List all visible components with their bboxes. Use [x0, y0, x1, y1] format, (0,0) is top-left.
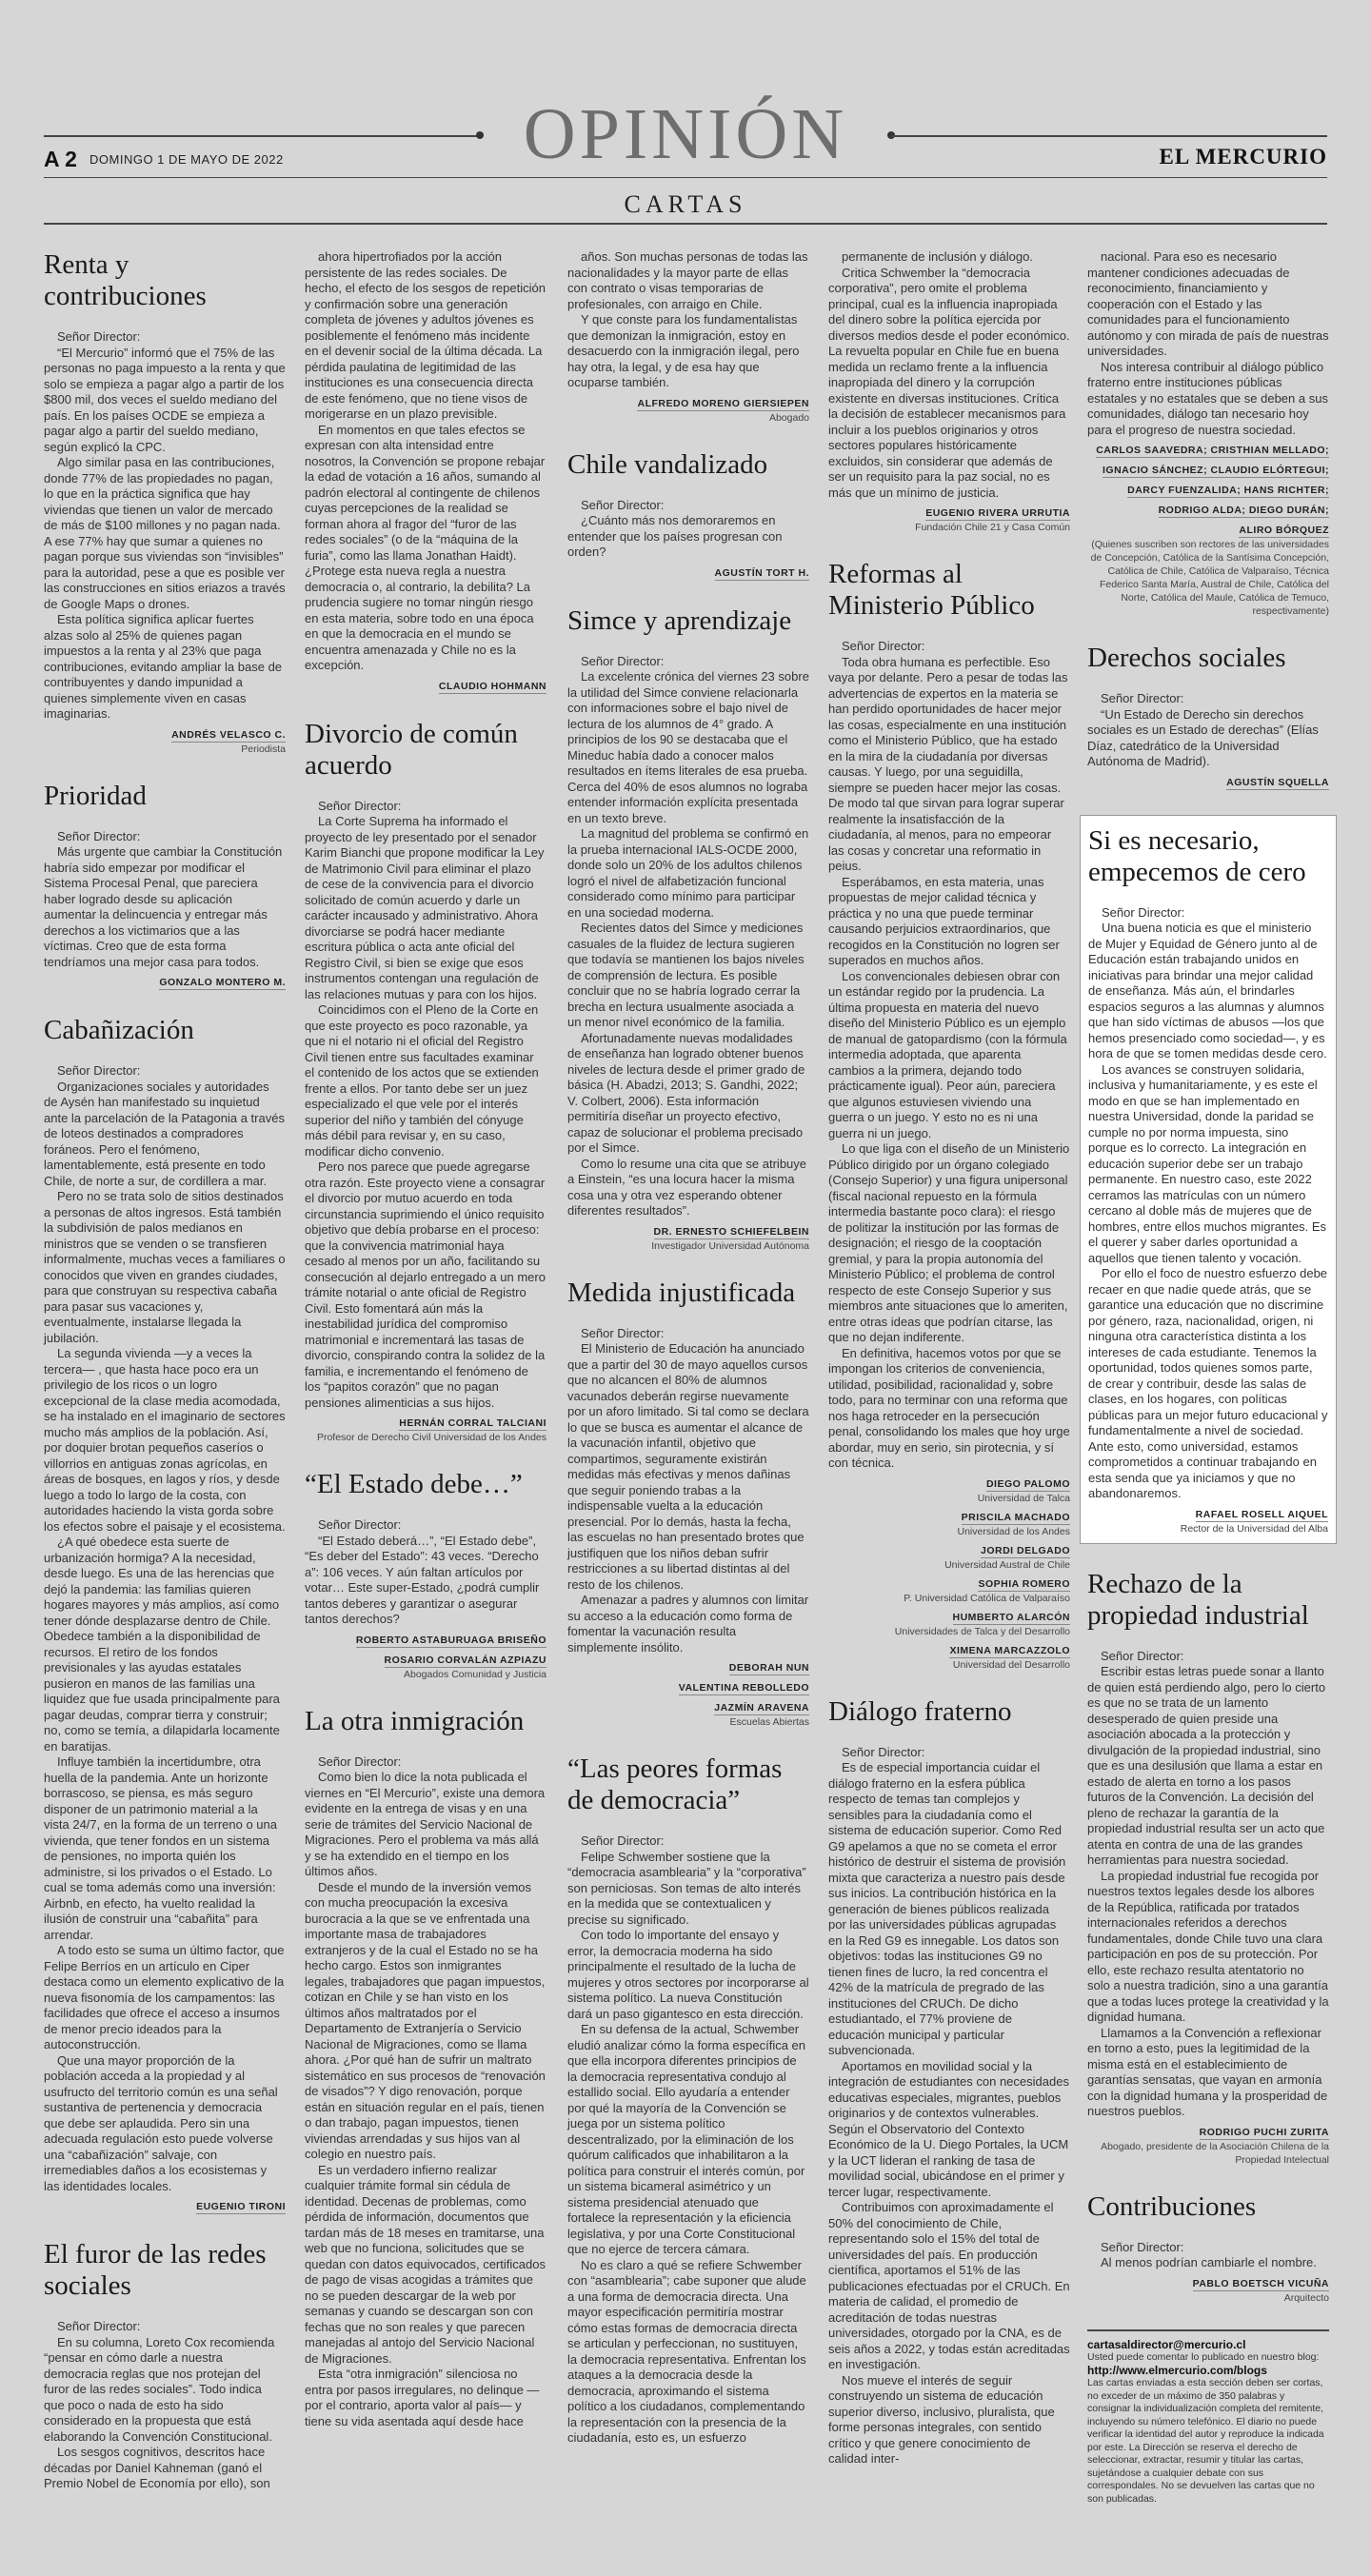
letter-title: Divorcio de común acuerdo — [305, 718, 518, 781]
letter-paragraph: Llamamos a la Convención a reflexionar en torno a esto, pues la legitimidad de la misma está en el establecimiento de garantías sensatas, que vayan en armonía con la dignidad humana y la prosperidad de nuestros pueblos. — [1087, 2025, 1328, 2118]
letter-paragraph: Pero no se trata solo de sitios destinados a personas de altos ingresos. Está también la subdivisión de palos medianos en ministros que se venden o se transfieren informalmente, muchas veces a familiares o conocidos que viven en grandes ciudades, para que construyan su respectiva cabaña para pasar sus vacaciones y, eventualmente, instalarse llegada la jubilación. — [44, 1189, 286, 1345]
letter — [567, 249, 809, 425]
letter — [44, 249, 286, 756]
column-5 — [1087, 249, 1329, 2506]
letter-signature — [828, 1511, 1070, 1538]
letter-signature — [828, 1477, 1070, 1505]
signer-role: Universidades de Talca y del Desarrollo — [894, 1625, 1070, 1637]
letter-title: Si es necesario, empecemos de cero — [1088, 824, 1306, 887]
letter-paragraph: Los sesgos cognitivos, descritos hace décadas por Daniel Kahneman (ganó el Premio Nobel de Economía por ello), son — [44, 2445, 270, 2490]
letter-paragraph: Esperábamos, en esta materia, unas propuestas de mejor calidad técnica y práctica y no una que puede terminar causando perjuicios extraordinarios, que recogidos en la Constitución no logren ser superados en muchos años. — [828, 874, 1060, 967]
signer-role: Universidad de los Andes — [957, 1525, 1070, 1537]
letter-paragraph: Contribuimos con aproximadamente el 50% del conocimiento de Chile, representando solo el 15% del total de universidades del país. En producción científica, aportamos el 51% de las publicaciones efectuadas por el CRUCh. En materia de calidad, el promedio de acreditación de todas nuestras universidades, otorgado por la CNA, es de seis años a 2022, y todas están acreditadas en investigación. — [828, 2200, 1070, 2371]
signer-role: Universidad del Desarrollo — [952, 1658, 1070, 1671]
footer-note-blog: Usted puede comentar lo publicado en nuestro blog: — [1087, 2351, 1320, 2363]
signer-name: CARLOS SAAVEDRA; CRISTHIAN MELLADO; — [1096, 445, 1329, 456]
letter-signature — [828, 506, 1070, 534]
signer-name: ROSARIO CORVALÁN AZPIAZU — [384, 1654, 546, 1666]
letter-paragraph: “El Mercurio” informó que el 75% de las personas no paga impuesto a la renta y que solo se empieza a pagar algo a partir de los $800 mil, dos veces el sueldo mediano del país. En los países OCDE se empieza a pagar algo a partir del sueldo mediano, según explicó la CPC. — [44, 345, 286, 454]
letter-paragraph: Por ello el foco de nuestro esfuerzo debe recaer en que nadie quede atrás, que se garantice una educación que no discrimine por género, raza, nacionalidad, origen, ni ninguna otra característica distinta a los intereses de cada estudiante. Tenemos la oportunidad, todos quienes somos parte, de crear y contribuir, desde las salas de clases, en los hogares, con políticas públicas para un mejor futuro educacional y fundamentalmente a nivel de sociedad. Ante esto, como universidad, estamos comprometidos a continuar trabajando en esta senda que ya iniciamos y que no abandonaremos. — [1088, 1266, 1328, 1500]
letter-salutation: Señor Director: — [581, 1833, 665, 1848]
letter-title: Cabañización — [44, 1015, 194, 1045]
letter-paragraph: La excelente crónica del viernes 23 sobre la utilidad del Simce conviene relacionarla con informaciones sobre el bajo nivel de lectura de los alumnos de 4° grado. A principios de los 90 se destacaba que el Mineduc había dado a conocer malos resultados en ítems literales de esa prueba. Cerca del 40% de esos alumnos no lograba entender información explícita presentada en un texto breve. — [567, 669, 809, 825]
letter — [567, 1278, 809, 1730]
letter-signature — [305, 680, 546, 694]
letter-signature — [567, 1701, 809, 1729]
subsection-title: CARTAS — [624, 190, 747, 218]
signer-role: Profesor de Derecho Civil Universidad de los Andes — [316, 1432, 546, 1443]
letter-salutation: Señor Director: — [57, 329, 141, 344]
letter — [567, 449, 809, 581]
letter-title: “Las peores formas de democracia” — [567, 1754, 783, 1815]
letter-paragraph: En momentos en que tales efectos se expresan con alta intensidad entre nosotros, la Convención se propone rebajar la edad de votación a 16 años, sumando al padrón electoral al contingente de chilenos cuyas percepciones de la realidad se forman ahora al fragor del “furor de las redes sociales” (o de la “máquina de la furia”, como las llama Jonathan Haidt). ¿Protege esta nueva regla a nuestra democracia o, al contrario, la debilita? La prudencia sugiere no tomar ningún riesgo en esta materia, sobre todo en una época en que la democracia en el mundo se encuentra amenazada y Chile no es la excepción. — [305, 422, 546, 672]
signer-name: JAZMÍN ARAVENA — [714, 1702, 809, 1714]
letter-signature — [1087, 444, 1329, 458]
letter-salutation: Señor Director: — [1101, 2239, 1184, 2254]
letter — [44, 2239, 286, 2492]
signer-name: AGUSTÍN SQUELLA — [1226, 776, 1329, 788]
signer-name: PRISCILA MACHADO — [961, 1511, 1070, 1523]
featured-letter — [1080, 815, 1337, 1544]
signer-role: Periodista — [241, 743, 286, 755]
letter-signature — [44, 728, 286, 756]
page-date: DOMINGO 1 DE MAYO DE 2022 — [89, 152, 284, 167]
letter-title: Derechos sociales — [1087, 643, 1286, 673]
letter-signature — [1087, 2277, 1329, 2305]
signer-role: P. Universidad Católica de Valparaíso — [904, 1592, 1070, 1604]
letter-signature — [1087, 464, 1329, 478]
letter-signature — [828, 1577, 1070, 1605]
signer-role: Universidad Austral de Chile — [944, 1558, 1070, 1571]
letter-title: Prioridad — [44, 780, 147, 811]
footer-email: cartasaldirector@mercurio.cl — [1087, 2337, 1246, 2351]
letter-salutation: Señor Director: — [1102, 904, 1185, 920]
letter-title: El furor de las redes sociales — [44, 2239, 267, 2301]
letter-salutation: Señor Director: — [318, 798, 402, 813]
signer-role: Rector de la Universidad del Alba — [1180, 1522, 1328, 1535]
letter-paragraph: Nos mueve el interés de seguir construyendo un sistema de educación superior diverso, inclusivo, pluralista, que forme personas integrales, con sentido crítico y que genere conocimiento de calidad inter- — [828, 2372, 1055, 2466]
letter-paragraph: Amenazar a padres y alumnos con limitar su acceso a la educación como forma de fomentar la vacunación resulta simplemente insólito. — [567, 1593, 809, 1655]
letter-title: Chile vandalizado — [567, 448, 768, 480]
signer-name: AGUSTÍN TORT H. — [714, 566, 809, 579]
letter-signature — [828, 1644, 1070, 1672]
signer-name: ALFREDO MORENO GIERSIEPEN — [637, 397, 809, 409]
letter-paragraph: Pero nos parece que puede agregarse otra razón. Este proyecto viene a consagrar el divorcio por mutuo acuerdo en toda circunstancia suprimiendo el único requisito objetivo que debía probarse en el proceso: que la convivencia matrimonial haya cesado al menos por un año, facilitando su consecución al dejarlo entregado a un mero trámite notarial o ante oficial de Registro Civil. Esto fomentará aún más la inestabilidad jurídica del compromiso matrimonial e incrementará las tasas de divorcio, conspirando contra la solidez de la familia, e incrementando el fenómeno de los “papitos corazón” que no pagan pensiones alimenticias a sus hijos. — [305, 1159, 546, 1410]
letter-signature — [567, 1661, 809, 1675]
signer-name: XIMENA MARCAZZOLO — [949, 1644, 1070, 1656]
letter — [828, 1696, 1070, 2467]
letter — [828, 249, 1070, 534]
letter-salutation: Señor Director: — [57, 1063, 141, 1078]
signer-name: HUMBERTO ALARCÓN — [952, 1611, 1070, 1623]
letter — [305, 1706, 546, 2430]
signer-role: Abogado — [768, 411, 809, 424]
letter-signature — [1087, 776, 1329, 790]
signer-role: Arquitecto — [1283, 2291, 1329, 2304]
letter-title: Renta y contribuciones — [44, 249, 207, 311]
letter-paragraph: Coincidimos con el Pleno de la Corte en que este proyecto es poco razonable, ya que ni el notario ni el oficial del Registro Civil tienen entre sus facultades examinar el contenido de los actos que se extienden frente a ellos. Por tanto debe ser un juez especializado el que vele por el interés superior del niño y también del cónyuge más débil para revisar y, en su caso, modificar dicho convenio. — [305, 1002, 539, 1159]
letter-paragraph: Nos interesa contribuir al diálogo público fraterno entre instituciones públicas estatales y no estatales que se deben a sus comunidades, diálogo tan necesario hoy para el progreso de nuestra sociedad. — [1087, 359, 1328, 437]
signer-role: Abogado, presidente de la Asociación Chilena de la Propiedad Intelectual — [1101, 2140, 1329, 2166]
letter-paragraph: Felipe Schwember sostiene que la “democracia asamblearia” y la “corporativa” son perniciosas. Son temas de alto interés en la medida que se contextualicen y precise su significado. — [567, 1849, 806, 1927]
signer-name: DARCY FUENZALIDA; HANS RICHTER; — [1127, 485, 1329, 496]
letter-paragraph: ¿Cuánto más nos demoraremos en entender que los países progresan con orden? — [567, 513, 783, 559]
letter-salutation: Señor Director: — [318, 1754, 402, 1769]
letter — [1087, 1569, 1329, 2167]
letter-paragraph: Esta política significa aplicar fuertes alzas solo al 25% de quienes pagan impuestos a la renta y al 23% que paga contribuciones, evitando ampliar la base de contribuyentes y dando impunidad a quienes simplemente viven en casas imaginarias. — [44, 612, 283, 721]
letter-paragraph: años. Son muchas personas de todas las nacionalidades y la mayor parte de ellas con contrato o visas temporarias de profesionales, con arraigo en Chile. — [567, 249, 808, 311]
column-2 — [305, 249, 546, 2454]
signer-name: EUGENIO RIVERA URRUTIA — [925, 507, 1070, 519]
letter-salutation: Señor Director: — [581, 497, 665, 512]
column-4 — [828, 249, 1070, 2492]
letter-signature — [44, 2200, 286, 2214]
footer-note-rules: Las cartas enviadas a esta sección deben ser cortas, no exceder de un máximo de 350 palabras y consignar la individualización completa del remitente, incluyendo su número telefónico. El diario no puede verificar la identidad del autor y reproduce la indicada por este. La Dirección se reserva el derecho de seleccionar, extractar, resumir y titular las cartas, sujetándose a cualquier debate con sus correspondales. No se devuelven las cartas que no son publicadas. — [1087, 2377, 1324, 2505]
letter-salutation: Señor Director: — [842, 1744, 925, 1759]
signer-name: EUGENIO TIRONI — [196, 2201, 286, 2212]
letter-paragraph: La segunda vivienda —y a veces la tercera— , que hasta hace poco era un privilegio de los ricos o un logro excepcional de la clase media acomodada, se ha instalado en el imaginario de sectores mucho más amplios de la población. Así, por doquier brotan pequeños caseríos o villorrios en antiguas zonas agrícolas, en áreas de bosques, en lagos y ríos, y desde luego a todo lo largo de la costa, con autoridades haciendo la vista gorda sobre los efectos sobre el paisaje y el ecosistema. — [44, 1346, 286, 1534]
letter — [1087, 2191, 1329, 2305]
letter-paragraph: Aportamos en movilidad social y la integración de estudiantes con necesidades educativas especiales, migrantes, pueblos originarios y de contextos vulnerables. Según el Observatorio del Contexto Económico de la U. Diego Portales, la UCM y la UCT lideran el ranking de tasa de movilidad social, ubicándose en el primer y tercer lugar, respectivamente. — [828, 2058, 1069, 2199]
letter-title: “El Estado debe…” — [305, 1469, 523, 1499]
letter-signature — [44, 976, 286, 990]
letter-salutation: Señor Director: — [581, 653, 665, 668]
signer-name: ANDRÉS VELASCO C. — [171, 728, 286, 741]
column-3 — [567, 249, 809, 2471]
letter-signature — [1087, 2126, 1329, 2167]
signer-role: Escuelas Abiertas — [729, 1716, 809, 1728]
letter-signature — [828, 1544, 1070, 1572]
signer-name: DIEGO PALOMO — [985, 1477, 1070, 1490]
letter-signature — [567, 1225, 809, 1253]
letter — [305, 249, 546, 694]
letter — [44, 781, 286, 991]
footer-blog-link: http://www.elmercurio.com/blogs — [1087, 2363, 1267, 2377]
letter-paragraph: “Un Estado de Derecho sin derechos sociales es un Estado de derechas” (Elías Díaz, catedrático de la Universidad Autónoma de Madrid). — [1087, 706, 1319, 768]
letter-paragraph: Desde el mundo de la inversión vemos con mucha preocupación la excesiva burocracia a la que se ve enfrentada una importante masa de trabajadores extranjeros y de la cual el Estado no se ha hecho cargo. Estos son inmigrantes legales, trabajadores que pagan impuestos, cotizan en Chile y se han visto en los últimos años maltratados por el Departamento de Extranjería o Servicio Nacional de Migraciones, como se llama ahora. ¿Por qué han de sufrir un maltrato sistemático en sus procesos de “renovación de visados”? Y digo renovación, porque están en situación regular en el país, tienen o dan trabajo, pagan impuestos, tienen viviendas arrendadas y sus hijos van al colegio en nuestro país. — [305, 1879, 546, 2161]
letter — [567, 605, 809, 1253]
letter-title: Medida injustificada — [567, 1277, 796, 1308]
letter-signature — [305, 1634, 546, 1648]
letter-paragraph: Y que conste para los fundamentalistas que demonizan la inmigración, estoy en desacuerdo con la inmigración ilegal, pero hay otra, la legal, y de esa hay que ocuparse también. — [567, 312, 800, 389]
letter-paragraph: “El Estado deberá…”, “El Estado debe”, “Es deber del Estado”: 43 veces. “Derecho a”: 106 veces. Y aún faltan artículos por votar… Este super-Estado, ¿podrá cumplir tantos deberes y garantizar o asegurar tantos derechos? — [305, 1533, 540, 1626]
signer-role: Abogados Comunidad y Justicia — [403, 1668, 546, 1680]
signer-role: Fundación Chile 21 y Casa Común — [915, 522, 1070, 533]
newspaper-brand: EL MERCURIO — [1159, 145, 1327, 168]
letter-salutation: Señor Director: — [57, 828, 141, 843]
signer-name: RODRIGO PUCHI ZURITA — [1199, 2126, 1329, 2138]
signer-name: DR. ERNESTO SCHIEFELBEIN — [653, 1225, 809, 1238]
letter-paragraph: ahora hipertrofiados por la acción persistente de las redes sociales. De hecho, el efecto de los sesgos de repetición y confirmación sobre una generación completa de jóvenes y adultos jóvenes es posiblemente el fenómeno más incidente en el devenir social de la última década. La pérdida paulatina de legitimidad de las instituciones es una consecuencia directa de este fenómeno, que no tiene visos de morigerarse en un plazo previsible. — [305, 249, 546, 421]
section-title: OPINIÓN — [523, 94, 848, 174]
letter-paragraph: Escribir estas letras puede sonar a llanto de quien está perdiendo algo, pero lo cierto es que no se trata de un lamento desesperado de quien preside una asociación abocada a la protección y divulgación de la propiedad industrial, sino que es una desilusión que llama a estar en estado de alerta en torno a los pasos futuros de la Convención. La decisión del pleno de rechazar la garantía de la propiedad industrial resulta ser un acto que atenta en contra de una de las grandes herramientas para nuestra sociedad. — [1087, 1664, 1326, 1867]
letter-salutation: Señor Director: — [581, 1325, 665, 1340]
masthead-rule-bottom — [44, 223, 1327, 225]
signer-name: ALIRO BÓRQUEZ — [1239, 525, 1329, 536]
signer-name: IGNACIO SÁNCHEZ; CLAUDIO ELÓRTEGUI; — [1103, 465, 1329, 476]
letter-salutation: Señor Director: — [57, 2319, 141, 2333]
signer-name: GONZALO MONTERO M. — [159, 977, 286, 988]
letter-paragraph: No es claro a qué se refiere Schwember con “asamblearia”; cabe suponer que alude a una forma de democracia directa. Una mayor especificación permitiría mostrar cómo estas formas de democracia directa se articulan y perfeccionan, no sustituyen, la democracia representativa. Enfrentan los ataques a la democracia desde la democracia, aproximando el sistema político a los ciudadanos, complementando la representación con la presencia de la ciudadanía, esto es, un esfuerzo — [567, 2257, 806, 2445]
letter-signature — [567, 566, 809, 581]
signer-name: HERNÁN CORRAL TALCIANI — [399, 1417, 546, 1429]
letter-paragraph: permanente de inclusión y diálogo. — [842, 249, 1033, 264]
signer-name: RODRIGO ALDA; DIEGO DURÁN; — [1158, 505, 1329, 516]
letter-signature — [828, 1611, 1070, 1638]
letter-paragraph: Toda obra humana es perfectible. Eso vaya por delante. Pero a pesar de todas las advertencias de expertos en la materia se han perdido oportunidades de hacer mejor las cosas, especialmente en una institución como el Ministerio Público, que ha estado en la mira de la ciudadanía por diversas causas. Y luego, por una seguidilla, siempre se pueden hacer mejor las cosas. De modo tal que sirvan para lograr superar realmente la insatisfacción de la ciudadanía, al menos, para no empeorar las cosas y concretar una reformatio in peius. — [828, 654, 1068, 873]
letter-signature — [1087, 504, 1329, 518]
letter-title: Diálogo fraterno — [828, 1695, 1012, 1727]
letter-title: Contribuciones — [1087, 2190, 1257, 2222]
letter-paragraph: Esta “otra inmigración” silenciosa no entra por pasos irregulares, no delinque —por el contrario, aporta valor al país— y tiene su vida asentada aquí desde hace — [305, 2367, 540, 2428]
letter-signature — [1087, 484, 1329, 498]
letter-salutation: Señor Director: — [1101, 1648, 1184, 1663]
signer-name: JORDI DELGADO — [980, 1544, 1070, 1556]
letter-signature — [305, 1654, 546, 1681]
page-number: A 2 — [44, 147, 77, 171]
letter-paragraph: Afortunadamente nuevas modalidades de enseñanza han logrado obtener buenos niveles de lectura desde el primer grado de básica (H. Abadzi, 2013; S. Gandhi, 2022; V. Colbert, 2006). Esta información permitiría diseñar un proyecto efectivo, capaz de solucionar el problema precisado por el Simce. — [567, 1030, 805, 1155]
letter-salutation: Señor Director: — [1101, 691, 1184, 705]
signer-name: PABLO BOETSCH VICUÑA — [1192, 2277, 1329, 2289]
letters-footer — [1087, 2329, 1329, 2507]
letter-paragraph: Lo que liga con el diseño de un Ministerio Público dirigido por un órgano colegiado (Consejo Superior) y una figura unipersonal (fiscal nacional repuesto en la fórmula intermedia bastante poco clara): el riesgo de politizar la institución por las formas de designación; el riesgo de la cooptación gremial, y para la propia autonomía del Ministerio Público; el problema de control respecto de este Consejo Superior y sus miembros ante situaciones que lo ameriten, entre otras ideas que podrían citarse, las que no dejan indiferente. — [828, 1141, 1070, 1344]
letter — [1087, 643, 1329, 790]
letter-paragraph: ¿A qué obedece esta suerte de urbanización hormiga? A la necesidad, desde luego. Es una de las herencias que dejó la pandemia: las familias quieren hogares mayores y más amplios, así como tener dónde desplazarse dentro de Chile. Obedece también a la disponibilidad de recursos. El retiro de los fondos previsionales y las ayudas estatales pusieron en manos de las familias una liquidez que fue usada principalmente para pagar deudas, comprar tierra y construir; no, como se temía, a dilapidarla locamente en baratijas. — [44, 1535, 280, 1754]
signer-role: (Quienes suscriben son rectores de las universidades de Concepción, Católica de la Santísima Concepción, Católica de Chile, Católica de Valparaíso, Técnica Federico Santa María, Austral de Chile, Católica del Norte, Católica del Maule, Católica de Temuco, respectivamente) — [1090, 539, 1329, 617]
signer-role: Investigador Universidad Autónoma — [651, 1239, 809, 1252]
letter — [305, 719, 546, 1445]
letter-signature — [1088, 1508, 1328, 1536]
signer-name: ROBERTO ASTABURUAGA BRISEÑO — [355, 1634, 546, 1646]
masthead-rule-mid — [44, 177, 1327, 178]
letter-paragraph: Algo similar pasa en las contribuciones, donde 77% de las propiedades no pagan, lo que en la práctica significa que hay viviendas que tienen un valor de mercado de más de $100 millones y no pagan nada. A ese 77% hay que sumar a quienes no pagan porque sus viviendas son “invisibles” para la autoridad, pese a que es posible ver las construcciones en sitios eriazos a través de Google Maps o drones. — [44, 455, 286, 611]
letter-paragraph: Una buena noticia es que el ministerio de Mujer y Equidad de Género junto al de Educación están trabajando unidos en iniciativas para brindar una mejor calidad de enseñanza. Más aún, el brindarles espacios seguros a las alumnas y alumnos que han sido víctimas de abusos —los que hemos presenciado como sociedad—, y es hora de que se tomen medidas desde cero. — [1088, 921, 1327, 1060]
letter-paragraph: Con todo lo importante del ensayo y error, la democracia moderna ha sido principalmente el resultado de la lucha de mujeres y otros sectores por incorporarse al sistema político. La nueva Constitución dará un paso gigantesco en esta dirección. — [567, 1928, 809, 2021]
signer-role: Universidad de Talca — [977, 1492, 1070, 1504]
letter-paragraph: Es un verdadero infierno realizar cualquier trámite formal sin cédula de identidad. Decenas de problemas, como pérdida de información, documentos que tardan más de 18 meses en tramitarse, una web que no funciona, solicitudes que se quedan con datos equivocados, certificados de pago de visas acogidas a trámites que no se pueden descargar de la web por semanas y cuando se descargan son con fechas que no son reales y que parecen manejadas al antojo del Servicio Nacional de Migraciones. — [305, 2162, 546, 2366]
letter-paragraph: La Corte Suprema ha informado el proyecto de ley presentado por el senador Karim Bianchi que propone modificar la Ley de Matrimonio Civil para eliminar el plazo de cese de la convivencia para el divorcio solicitado de común acuerdo y darle un carácter incausado y administrativo. Ahora divorciarse se podrá hacer mediante escritura pública o acta ante oficial del Registro Civil, si bien se exige que esos instrumentos contengan una regulación de las relaciones mutuas y para con los hijos. — [305, 814, 545, 1001]
letter-paragraph: Los avances se construyen solidaria, inclusiva y humanitariamente, y es este el modo en que se han implementado en nuestra Universidad, donde la paridad se cumple no por norma impuesta, sino porque es lo correcto. La integración en educación superior debe ser un trabajo permanente. En nuestro caso, este 2022 cerramos las matrículas con un número cercano al doble más de mujeres que de hombres, entre ellos muchos migrantes. Es el querer y saber darles oportunidad a aquellos que tienen talento y vocación. — [1088, 1061, 1326, 1265]
letter — [1087, 249, 1329, 618]
signer-name: CLAUDIO HOHMANN — [438, 680, 546, 692]
letter — [828, 559, 1070, 1672]
letter-signature — [305, 1417, 546, 1444]
letter-salutation: Señor Director: — [842, 639, 925, 653]
letter-paragraph: A todo esto se suma un último factor, que Felipe Berríos en un artículo en Ciper destaca como un elemento explicativo de la nueva fisonomía de los campamentos: las facilidades que ofrece el acceso a insumos de menor precio ideados para la autoconstrucción. — [44, 1943, 285, 2051]
letter-paragraph: Recientes datos del Simce y mediciones casuales de la fluidez de lectura sugieren que todavía se mantienen los bajos niveles de comprensión de lectura. Es posible concluir que no se habría logrado cerrar la brecha en lectura usualmente asociada a un menor nivel económico de la familia. — [567, 921, 805, 1029]
signer-name: RAFAEL ROSELL AIQUEL — [1195, 1508, 1328, 1520]
letter-paragraph: El Ministerio de Educación ha anunciado que a partir del 30 de mayo aquellos cursos que no alcancen el 80% de alumnos vacunados deberán regirse nuevamente por un aforo limitado. Si tal como se declara lo que se busca es aumentar el alcance de la vacunación infantil, objetivo que compartimos, seguramente existirán medidas más efectivas y menos dañinas que seguir poniendo trabas a la indispensable vuelta a la educación presencial. Por lo demás, hasta la fecha, las escuelas no han presentado brotes que justifiquen que los niños deban sufrir restricciones a su libertad distintas al del resto de los chilenos. — [567, 1341, 809, 1592]
letter-paragraph: Que una mayor proporción de la población acceda a la propiedad y al usufructo del territorio común es una señal sustantiva de pertenencia y democracia que debe ser aplaudida. Pero sin una adecuada regulación esto puede volverse una “cabañización” salvaje, con irremediables daños a los ecosistemas y las identidades locales. — [44, 2052, 278, 2193]
letter-paragraph: Influye también la incertidumbre, otra huella de la pandemia. Ante un horizonte borrascoso, se piensa, es más seguro disponer de un patrimonio material a la vista 24/7, en la forma de un terreno o una vivienda, que tener fondos en un sistema de pensiones, no importa quién los administre, si los privados o el Estado. Lo cual se toma además como una inversión: Airbnb, en efecto, ha vuelto realidad la ilusión de construir una “cabañita” para arrendar. — [44, 1754, 277, 1942]
signer-name: DEBORAH NUN — [728, 1662, 809, 1674]
letter — [44, 1015, 286, 2214]
letter-paragraph: Es de especial importancia cuidar el diálogo fraterno en la esfera pública respecto de temas tan complejos y sensibles para la ciudadanía como el sistema de educación superior. Como Red G9 apelamos a que no se cometa el error histórico de destruir el sistema de provisión mixta que caracteriza a nuestro país desde sus inicios. La contribución histórica en la generación de bienes públicos realizada por las universidades públicas agrupadas en la Red G9 es innegable. Los datos son objetivos: todas las instituciones G9 no tienen fines de lucro, la red concentra el 42% de la matrícula de pregrado de las instituciones del CRUCh. De dicho estudiantado, el 77% proviene de educación municipal y particular subvencionada. — [828, 1760, 1066, 2057]
letter-paragraph: Como bien lo dice la nota publicada el viernes en “El Mercurio”, existe una demora evidente en la entrega de visas y en una serie de trámites del Servicio Nacional de Migraciones. Pero el problema va más allá y se ha extendido en el tiempo en los últimos años. — [305, 1770, 546, 1878]
signer-name: SOPHIA ROMERO — [978, 1577, 1070, 1590]
letter-title: Rechazo de la propiedad industrial — [1087, 1568, 1309, 1631]
letter-paragraph: La magnitud del problema se confirmó en la prueba internacional IALS-OCDE 2000, donde solo un 20% de los adultos chilenos logró el nivel de alfabetización funcional considerado como mínimo para participar en una sociedad moderna. — [567, 826, 809, 920]
letter-signature — [567, 397, 809, 425]
masthead — [0, 0, 1371, 228]
letter-title: Simce y aprendizaje — [567, 604, 792, 636]
letter-paragraph: En su columna, Loreto Cox recomienda “pensar en cómo darle a nuestra democracia reglas que nos protejan del furor de las redes sociales”. Todo indica que poco o nada de esto ha sido considerado en la propuesta que está elaborando la Convención Constitucional. — [44, 2334, 275, 2444]
column-1 — [44, 249, 286, 2517]
letter — [305, 1469, 546, 1681]
letter-paragraph: Los convencionales debiesen obrar con un estándar regido por la prudencia. La última propuesta en materia del nuevo diseño del Ministerio Público es un ejemplo de manual de gatopardismo (con la fórmula intermedia adoptada, que aparenta cambios a la primera, dejando todo prácticamente igual). Peor aún, pareciera que algunos estuviesen viviendo una guerra o un juego. Y esto no es ni una guerra ni un juego. — [828, 968, 1067, 1140]
letter-paragraph: En definitiva, hacemos votos por que se impongan los criterios de conveniencia, utilidad, posibilidad, racionalidad y, sobre todo, para no terminar con una reforma que nos haga retroceder en la persecución penal, consolidando los males que hoy urge abordar, muy en serio, sin pirotecnia, y sí con técnica. — [828, 1345, 1070, 1470]
letter-paragraph: Como lo resume una cita que se atribuye a Einstein, “es una locura hacer la misma cosa una y otra vez esperando obtener diferentes resultados”. — [567, 1156, 807, 1218]
letter-paragraph: Al menos podrían cambiarle el nombre. — [1101, 2255, 1317, 2269]
letter-title: La otra inmigración — [305, 1705, 525, 1736]
letter-paragraph: Critica Schwember la “democracia corporativa”, pero omite el problema principal, cual es la influencia inapropiada del dinero sobre la política ejercida por diversos medios desde el poder económico. La revuelta popular en Chile fue en buena medida un reclamo frente a la influencia inapropiada del dinero y la corrupción existente en diversas instituciones. Crítica la decisión de establecer mecanismos para incluir a los pueblos originarios y otros sectores populares históricamente excluidos, sin considerar que además de ser un requisito para la paz social, no es más que un mínimo de justicia. — [828, 265, 1070, 500]
letter-paragraph: Más urgente que cambiar la Constitución habría sido empezar por modificar el Sistema Procesal Penal, que pareciera haber logrado desde su aplicación aumentar la delincuencia y entregar más derechos a los victimarios que a las víctimas. Creo que de esta forma tendríamos una mejor casa para todos. — [44, 844, 283, 969]
letter-salutation: Señor Director: — [318, 1517, 402, 1532]
letter-signature — [1087, 524, 1329, 618]
letter-paragraph: La propiedad industrial fue recogida por nuestros textos legales desde los albores de la República, ratificada por tratados internacionales referidos a derechos fundamentales, donde Chile tuvo una clara participación en pos de su protección. Por ello, este rechazo resulta atentatorio no solo a nuestra tradición, sino a una garantía que a todas luces protege la creatividad y la dignidad humana. — [1087, 1868, 1329, 2024]
letter-paragraph: Organizaciones sociales y autoridades de Aysén han manifestado su inquietud ante la parcelación de la Patagonia a través de loteos destinados a compradores foráneos. Pero el fenómeno, lamentablemente, está presente en todo Chile, de norte a sur, de cordillera a mar. — [44, 1079, 285, 1188]
letter — [567, 1754, 809, 2447]
letter-paragraph: nacional. Para eso es necesario mantener condiciones adecuadas de reconocimiento, financiamiento y cooperación con el Estado y las comunidades para el funcionamiento autónomo y con mirada de país de nuestras universidades. — [1087, 249, 1329, 358]
signer-name: VALENTINA REBOLLEDO — [678, 1682, 809, 1694]
letter-title: Reformas al Ministerio Público — [828, 559, 1035, 621]
letter-signature — [567, 1681, 809, 1695]
letter-paragraph: En su defensa de la actual, Schwember eludió analizar cómo la forma específica en que ella incorpora diferentes principios de la democracia representativa condujo al estallido social. Ello ayudaría a entender por qué la mayoría de la Convención se juega por un sistema político descentralizado, por la eliminación de los quórum calificados que inhabilitaron a la política para construir el interés común, por un sistema bicameral asimétrico y un sistema presidencial atenuado que fortalece la representación y la eficiencia legislativa, y por una Corte Constitucional que no ejerce de tercera cámara. — [567, 2022, 806, 2256]
